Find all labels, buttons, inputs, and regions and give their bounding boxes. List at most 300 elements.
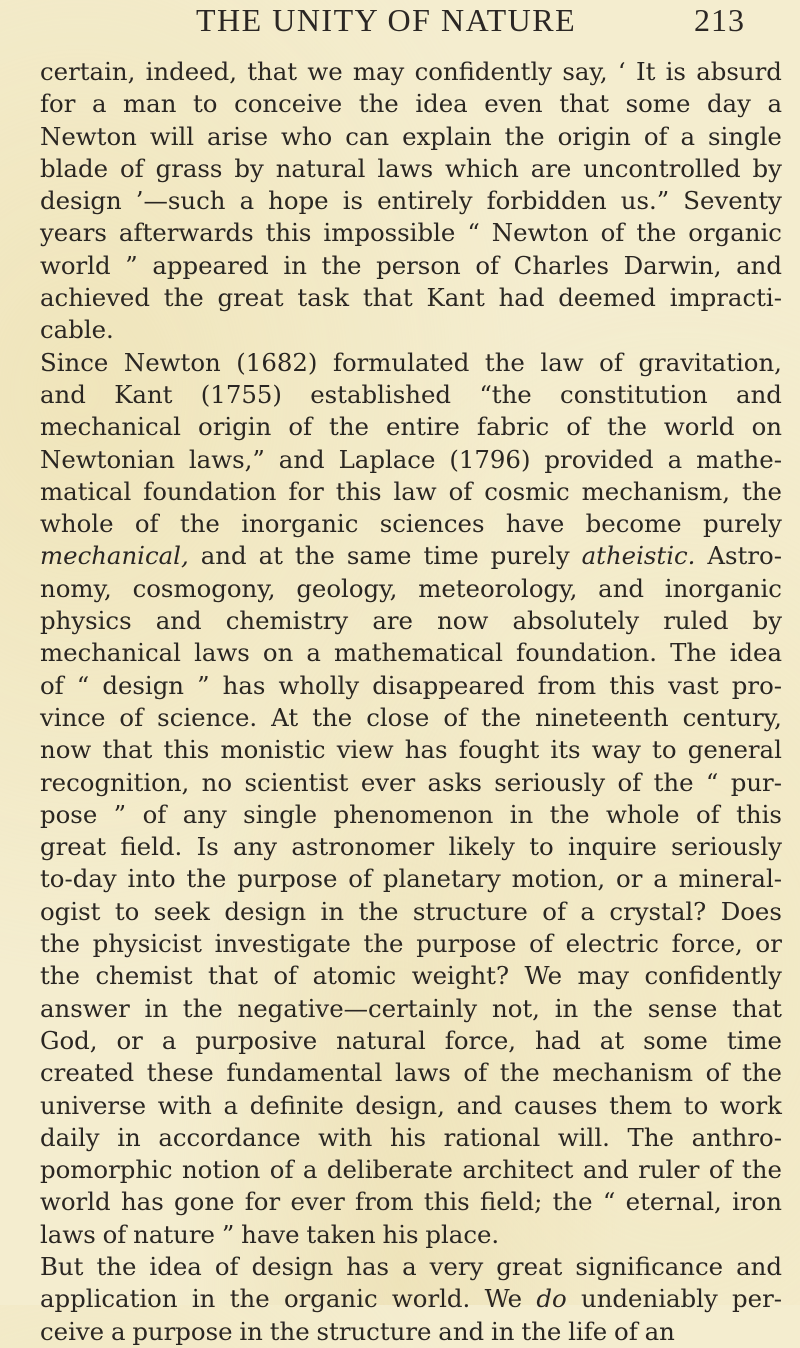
word: or <box>116 1025 143 1055</box>
word: of <box>566 412 590 442</box>
word: has <box>120 1187 164 1217</box>
text-line <box>40 605 782 637</box>
word: investigate <box>214 929 351 959</box>
word: ruled <box>663 606 729 636</box>
word: accordance <box>158 1122 301 1152</box>
word: time <box>726 1025 782 1055</box>
word: not, <box>491 993 540 1023</box>
word: the <box>504 121 545 151</box>
word: motion, <box>511 864 606 894</box>
word: mineral- <box>678 864 782 894</box>
word: that <box>208 961 258 991</box>
word: the <box>499 1058 540 1088</box>
word: had <box>534 1025 581 1055</box>
word: The <box>670 638 717 668</box>
word: of <box>600 218 625 248</box>
text-line <box>40 1219 782 1251</box>
text-line <box>40 508 782 540</box>
word: physics <box>40 606 132 636</box>
word: achieved <box>40 283 150 313</box>
word: undeniably <box>581 1284 718 1314</box>
text-line <box>40 637 782 669</box>
word: Astro- <box>707 541 782 571</box>
word: of <box>40 670 64 700</box>
word: work <box>719 1090 782 1120</box>
word: this <box>736 799 782 829</box>
word: has <box>222 670 266 700</box>
word: idea <box>729 638 782 668</box>
word: an <box>644 1316 675 1346</box>
word: of <box>443 702 468 732</box>
word: the <box>636 218 677 248</box>
word: these <box>146 1058 214 1088</box>
word: whole <box>606 799 680 829</box>
word: or <box>616 864 643 894</box>
word: mechanical <box>40 638 181 668</box>
word: some <box>643 1025 708 1055</box>
word: Seventy <box>683 186 782 216</box>
word: general <box>687 735 782 765</box>
word: in <box>283 250 307 280</box>
word: this <box>609 670 656 700</box>
word: which <box>445 153 519 183</box>
word: mechanism <box>552 1058 693 1088</box>
word: the <box>163 283 204 313</box>
word: sciences <box>379 509 485 539</box>
word: absurd <box>696 57 782 86</box>
word: confidently <box>644 961 782 991</box>
word: will <box>149 121 195 151</box>
word: structure <box>412 896 528 926</box>
word: taken <box>306 1219 376 1249</box>
word: the <box>329 412 369 442</box>
word: from <box>355 1187 414 1217</box>
word: the <box>741 1155 782 1185</box>
word: and <box>736 250 782 280</box>
text-line <box>40 1251 782 1283</box>
word: of <box>273 961 298 991</box>
word: ” <box>113 799 127 829</box>
word: day <box>706 89 751 119</box>
word: are <box>372 606 413 636</box>
word: astronomer <box>291 832 435 862</box>
word: ” <box>125 250 138 280</box>
body-text <box>40 56 782 1348</box>
word: forbidden <box>486 186 607 216</box>
word: his <box>382 1219 419 1249</box>
word: the <box>741 1058 782 1088</box>
word: single <box>707 121 782 151</box>
word: whole <box>40 509 114 539</box>
word: iron <box>732 1187 782 1217</box>
word: is <box>665 57 686 86</box>
word: uncontrolled <box>583 153 741 183</box>
word: The <box>627 1122 674 1152</box>
word: single <box>243 799 318 829</box>
word: the <box>606 412 647 442</box>
word: that <box>559 89 610 119</box>
word: purely <box>702 509 782 539</box>
word: its <box>550 735 581 765</box>
word: phenomenon <box>333 799 494 829</box>
word: the <box>358 89 399 119</box>
word: arise <box>207 121 268 151</box>
word: “ <box>467 218 480 248</box>
word: geology, <box>296 573 398 603</box>
word: entirely <box>377 186 473 216</box>
text-line <box>40 993 782 1025</box>
word: into <box>127 864 176 894</box>
word: ‘ <box>617 57 626 86</box>
word: the <box>312 702 353 732</box>
text-line <box>40 831 782 863</box>
word: the <box>229 1284 270 1314</box>
text-line <box>40 347 782 379</box>
word: architect <box>462 1155 574 1185</box>
word: of <box>599 347 623 377</box>
word: now <box>437 606 489 636</box>
word: purpose <box>237 864 338 894</box>
word: at <box>258 541 283 571</box>
text-line <box>40 573 782 605</box>
word: and <box>598 573 645 603</box>
text-line <box>40 702 782 734</box>
word: Charles <box>513 250 609 280</box>
word: absolutely <box>512 606 640 636</box>
word: significance <box>575 1251 724 1281</box>
word: this <box>163 735 210 765</box>
word: atheistic. <box>581 541 696 571</box>
word: of <box>142 799 167 829</box>
word: the <box>741 476 782 506</box>
word: We <box>524 961 563 991</box>
word: are <box>530 153 572 183</box>
text-line <box>40 250 782 282</box>
word: ” <box>197 670 210 700</box>
word: per- <box>732 1284 782 1314</box>
word: the <box>552 1187 593 1217</box>
word: a <box>223 1090 239 1120</box>
word: a <box>302 1155 318 1185</box>
text-line <box>40 1283 782 1315</box>
word: in <box>509 799 534 829</box>
word: Since <box>40 347 109 377</box>
word: chemist <box>95 961 193 991</box>
word: may <box>577 961 629 991</box>
word: pose <box>40 799 98 829</box>
word: them <box>609 1090 673 1120</box>
text-line <box>40 411 782 443</box>
word: atomic <box>312 961 397 991</box>
word: on <box>751 412 782 442</box>
word: now <box>40 735 92 765</box>
word: great <box>496 1251 563 1281</box>
text-line <box>40 1025 782 1057</box>
word: in <box>191 1284 216 1314</box>
text-line <box>40 379 782 411</box>
word: the <box>592 993 633 1023</box>
word: ceive <box>40 1316 105 1346</box>
text-line <box>40 121 782 153</box>
word: gravitation, <box>638 347 782 377</box>
word: us.” <box>620 186 670 216</box>
word: had <box>498 283 545 313</box>
text-line <box>40 799 782 831</box>
word: in <box>239 1316 263 1346</box>
word: the <box>653 767 694 797</box>
word: Laplace <box>338 444 436 474</box>
word: But <box>40 1251 84 1281</box>
word: a <box>306 638 321 668</box>
text-line <box>40 1090 782 1122</box>
word: the <box>179 509 220 539</box>
word: in <box>144 993 169 1023</box>
word: law <box>393 476 437 506</box>
word: ogist <box>40 896 101 926</box>
word: “ <box>602 1187 616 1217</box>
word: with <box>157 1090 212 1120</box>
word: provided <box>544 444 654 474</box>
word: and <box>456 1090 503 1120</box>
word: century, <box>682 702 782 732</box>
word: of <box>617 767 642 797</box>
word: scientist <box>244 767 349 797</box>
text-line <box>40 1122 782 1154</box>
word: natural <box>336 1025 426 1055</box>
word: design <box>224 896 307 926</box>
text-line <box>40 56 782 88</box>
text-line <box>40 734 782 766</box>
word: for <box>244 1187 281 1217</box>
word: universe <box>40 1090 147 1120</box>
word: definite <box>249 1090 344 1120</box>
word: seriously <box>494 767 606 797</box>
word: design <box>40 186 122 216</box>
word: the <box>363 929 404 959</box>
word: confidently <box>414 57 553 86</box>
word: causes <box>514 1090 598 1120</box>
word: Kant <box>426 283 485 313</box>
word: say, <box>562 57 608 86</box>
word: Newton <box>123 347 221 377</box>
word: the <box>40 929 80 959</box>
word: and <box>155 606 202 636</box>
word: origin <box>198 412 272 442</box>
word: idea <box>149 1251 202 1281</box>
word: science. <box>157 702 258 732</box>
word: or <box>755 929 782 959</box>
word: laws,” <box>188 444 265 474</box>
word: on <box>262 638 294 668</box>
text-line <box>40 185 782 217</box>
word: laws <box>40 1219 96 1249</box>
word: from <box>537 670 597 700</box>
word: and <box>278 444 325 474</box>
word: a <box>110 1316 126 1346</box>
word: At <box>271 702 299 732</box>
word: sense <box>647 993 718 1023</box>
word: for <box>40 89 76 119</box>
word: established <box>310 379 451 409</box>
word: “ <box>705 767 719 797</box>
word: that <box>247 57 298 86</box>
word: force, <box>444 1025 517 1055</box>
word: ’—such <box>135 186 226 216</box>
word: design <box>102 670 185 700</box>
word: purpose <box>416 929 517 959</box>
word: hope <box>268 186 329 216</box>
word: recognition, <box>40 767 190 797</box>
word: man <box>123 89 177 119</box>
word: notion <box>181 1155 261 1185</box>
word: way <box>591 735 641 765</box>
word: of <box>214 1251 239 1281</box>
word: a <box>653 864 668 894</box>
word: Newtonian <box>40 444 175 474</box>
word: his <box>390 1122 427 1152</box>
text-line <box>40 670 782 702</box>
text-line <box>40 540 782 572</box>
word: laws <box>395 1058 451 1088</box>
word: pur- <box>730 767 782 797</box>
text-line <box>40 88 782 120</box>
word: deemed <box>558 283 656 313</box>
word: and <box>736 1251 782 1281</box>
word: a <box>580 896 595 926</box>
word: that <box>732 993 782 1023</box>
word: of <box>529 929 553 959</box>
word: purpose <box>132 1316 233 1346</box>
word: vince <box>40 702 106 732</box>
word: of <box>542 896 566 926</box>
word: become <box>585 509 682 539</box>
word: daily <box>40 1122 100 1152</box>
word: has <box>404 735 448 765</box>
word: laws <box>194 638 250 668</box>
word: fought <box>458 735 540 765</box>
word: of <box>102 1219 127 1249</box>
word: blade <box>40 153 109 183</box>
word: who <box>280 121 333 151</box>
word: the <box>521 1316 562 1346</box>
word: nature <box>133 1219 215 1249</box>
word: constitution <box>560 379 708 409</box>
word: deliberate <box>326 1155 453 1185</box>
word: (1682) <box>236 347 318 377</box>
word: We <box>484 1284 523 1314</box>
word: a <box>680 121 696 151</box>
word: and <box>582 1155 629 1185</box>
word: the <box>182 993 223 1023</box>
word: (1796) <box>449 444 531 474</box>
word: meteorology, <box>418 573 578 603</box>
text-line <box>40 863 782 895</box>
word: by <box>234 153 264 183</box>
word: for <box>288 476 324 506</box>
word: can <box>345 121 390 151</box>
word: likely <box>448 832 515 862</box>
word: have <box>505 509 565 539</box>
word: inorganic <box>664 573 782 603</box>
text-line <box>40 896 782 928</box>
word: and <box>200 541 247 571</box>
word: of <box>119 153 144 183</box>
word: the <box>186 864 227 894</box>
word: pro- <box>731 670 782 700</box>
word: seriously <box>671 832 782 862</box>
word: organic <box>283 1284 378 1314</box>
word: anthro- <box>691 1122 782 1152</box>
word: that <box>362 283 413 313</box>
word: the <box>321 250 362 280</box>
word: great <box>40 832 107 862</box>
word: of <box>288 412 313 442</box>
word: It <box>635 57 656 86</box>
word: that <box>102 735 153 765</box>
word: Does <box>720 896 782 926</box>
text-line <box>40 217 782 249</box>
word: time <box>423 541 479 571</box>
word: Newton <box>40 121 137 151</box>
text-line <box>40 282 782 314</box>
word: “ <box>76 670 90 700</box>
word: field. <box>120 832 183 862</box>
word: laws <box>377 153 434 183</box>
word: ” <box>221 1219 235 1249</box>
word: no <box>201 767 233 797</box>
word: weight? <box>411 961 510 991</box>
word: ruler <box>638 1155 700 1185</box>
page-number: 213 <box>694 2 745 38</box>
word: created <box>40 1058 135 1088</box>
word: of <box>134 509 159 539</box>
word: mechanical, <box>40 541 189 571</box>
word: answer <box>40 993 130 1023</box>
word: by <box>752 606 782 636</box>
word: the <box>358 896 399 926</box>
word: even <box>484 89 543 119</box>
word: of <box>269 1155 294 1185</box>
word: of <box>643 121 668 151</box>
word: idea <box>415 89 468 119</box>
word: a <box>161 1025 177 1055</box>
word: a <box>767 89 782 119</box>
word: afterwards <box>118 218 254 248</box>
word: in <box>320 896 345 926</box>
word: to <box>529 832 554 862</box>
word: world <box>40 250 111 280</box>
text-line <box>40 314 782 346</box>
word: of <box>475 250 500 280</box>
text-line <box>40 153 782 185</box>
word: foundation <box>143 476 277 506</box>
word: indeed, <box>145 57 237 86</box>
word: and <box>736 379 782 409</box>
word: of <box>695 799 720 829</box>
word: planetary <box>382 864 501 894</box>
word: origin <box>557 121 631 151</box>
text-line <box>40 1057 782 1089</box>
word: same <box>346 541 412 571</box>
word: and <box>40 379 86 409</box>
text-line <box>40 444 782 476</box>
word: matical <box>40 476 132 506</box>
word: with <box>318 1122 373 1152</box>
word: Is <box>196 832 219 862</box>
word: asks <box>427 767 482 797</box>
word: negative—certainly <box>237 993 478 1023</box>
word: of <box>614 1316 638 1346</box>
